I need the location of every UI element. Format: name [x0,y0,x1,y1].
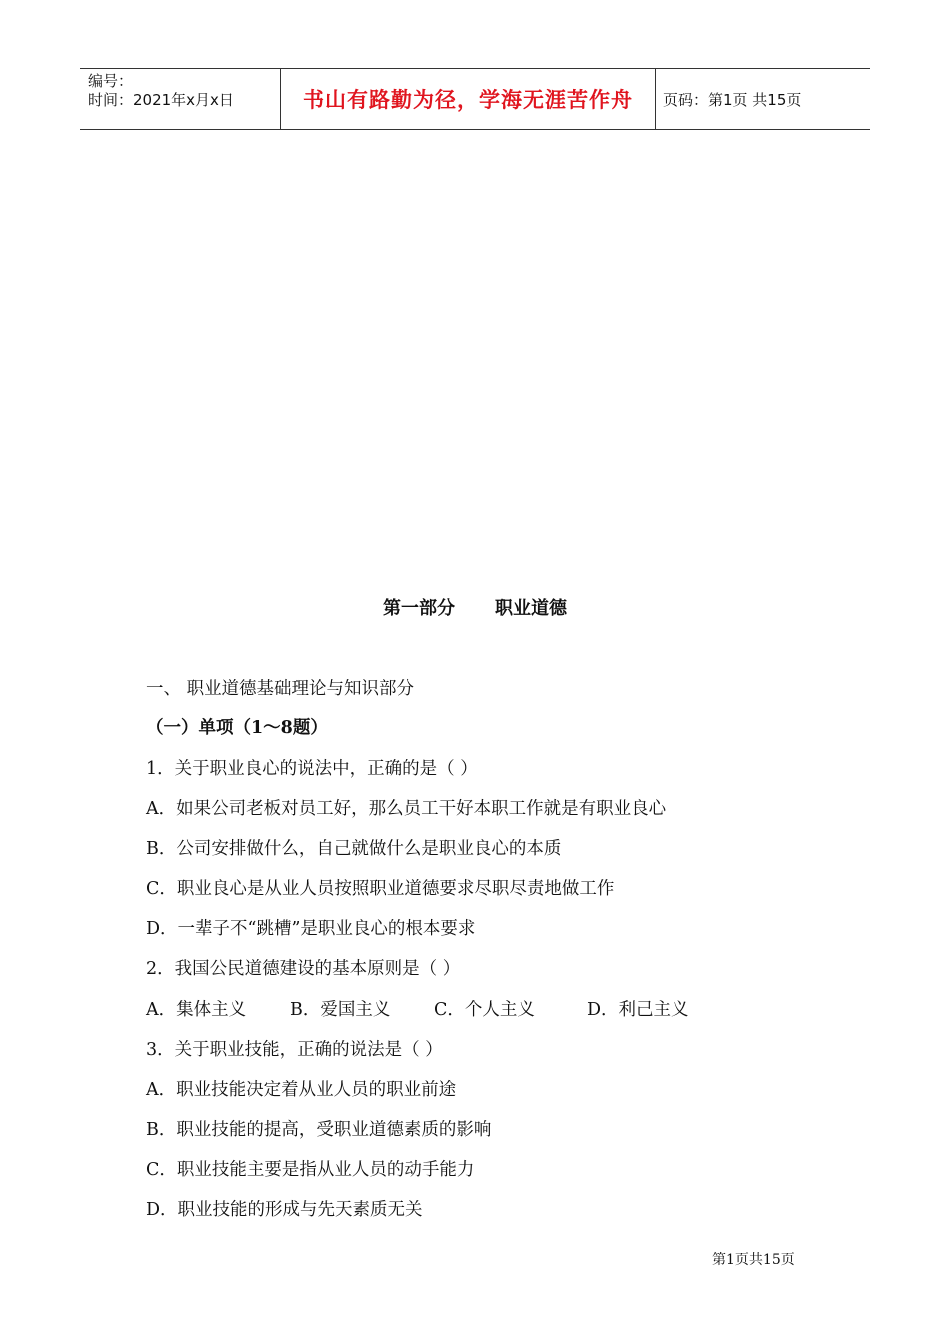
question-3-stem: 3．关于职业技能，正确的说法是（ ） [146,1040,443,1060]
question-3-option-d: D．职业技能的形成与先天素质无关 [146,1200,423,1220]
question-1-option-d: D．一辈子不“跳槽”是职业良心的根本要求 [146,919,476,939]
question-2-option-a: A．集体主义 [146,1000,247,1020]
question-1-option-b: B．公司安排做什么，自己就做什么是职业良心的本质 [146,839,562,859]
part-name: 职业道德 [495,598,567,619]
motto-text: 书山有路勤为径，学海无涯苦作舟 [303,88,633,112]
question-2-option-c: C．个人主义 [434,1000,535,1020]
question-2-option-b: B．爱国主义 [290,1000,391,1020]
page-header [80,68,870,130]
date-label: 时间：2021年x月x日 [88,91,234,109]
part-title [0,594,950,620]
header-motto-cell [280,69,656,129]
page-footer: 第1页共15页 [712,1252,795,1268]
part-number: 第一部分 [383,598,455,619]
question-3-option-a: A．职业技能决定着从业人员的职业前途 [146,1080,457,1100]
header-page-info: 页码：第1页 共15页 [663,90,802,109]
question-1-stem: 1．关于职业良心的说法中，正确的是（ ） [146,759,478,779]
question-1-option-a: A．如果公司老板对员工好，那么员工干好本职工作就是有职业良心 [146,799,667,819]
question-1-option-c: C．职业良心是从业人员按照职业道德要求尽职尽责地做工作 [146,879,615,899]
question-3-option-c: C．职业技能主要是指从业人员的动手能力 [146,1160,475,1180]
subsection-heading: （一）单项（1～8题） [146,718,328,738]
number-label: 编号： [88,72,134,90]
question-2-stem: 2．我国公民道德建设的基本原则是（ ） [146,959,461,979]
header-meta [80,69,280,129]
section-heading: 一、 职业道德基础理论与知识部分 [146,679,415,699]
question-3-option-b: B．职业技能的提高，受职业道德素质的影响 [146,1120,492,1140]
question-2-option-d: D．利己主义 [587,1000,689,1020]
question-2-options [146,996,689,1021]
